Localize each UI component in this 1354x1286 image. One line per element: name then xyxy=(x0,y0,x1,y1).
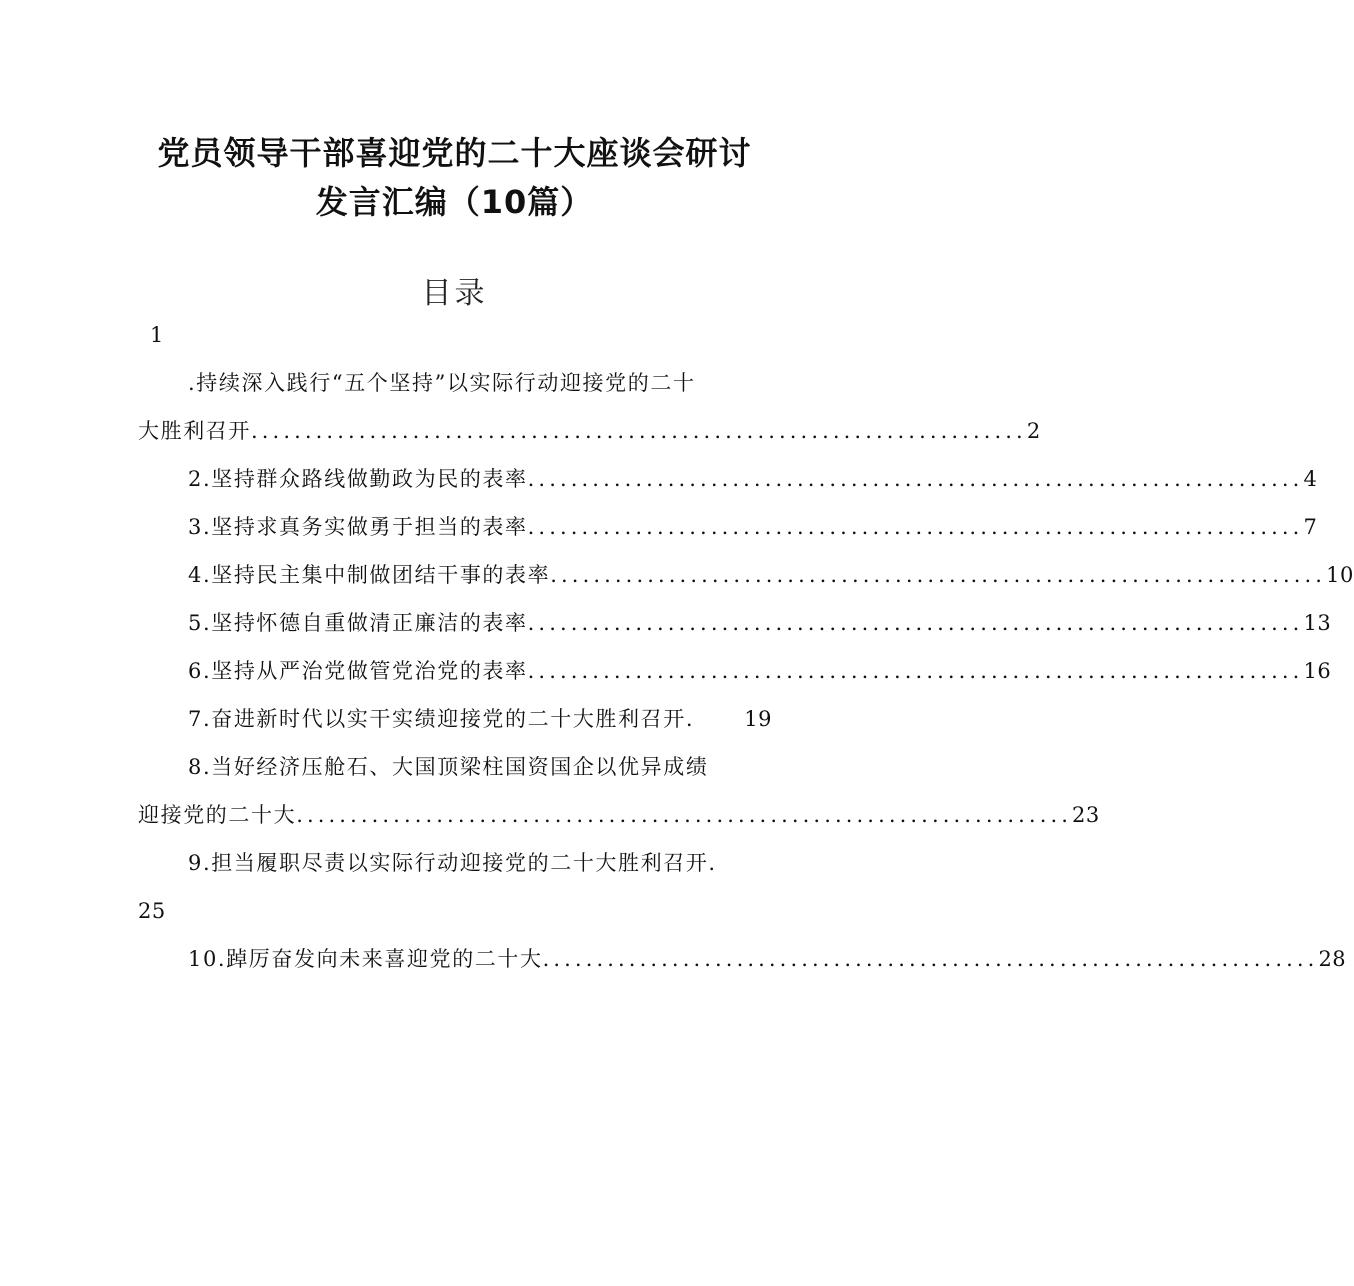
toc-leader-dots: ........................................................................ xyxy=(542,947,1319,971)
document-title-line-2: 发言汇编（10篇） xyxy=(315,183,594,221)
toc-item-8-page: 23 xyxy=(1072,803,1100,827)
toc-leader-dots: ........................................................................ xyxy=(550,563,1327,587)
toc-item-4[interactable] xyxy=(188,560,1354,590)
toc-leader-dots: ........................................................................ xyxy=(527,611,1304,635)
toc-leader-dots: ........................................................................ xyxy=(251,419,1027,443)
toc-item-10[interactable] xyxy=(188,944,1347,974)
toc-item-10-title: 10.踔厉奋发向未来喜迎党的二十大 xyxy=(188,947,543,971)
toc-item-title: 4.坚持民主集中制做团结干事的表率 xyxy=(188,563,551,587)
toc-item-6[interactable] xyxy=(188,656,1332,686)
document-title-line-1: 党员领导干部喜迎党的二十大座谈会研讨 xyxy=(157,134,752,172)
toc-item-page: 10 xyxy=(1326,563,1354,587)
toc-item-title: 6.坚持从严治党做管党治党的表率 xyxy=(188,659,528,683)
toc-item-1-entry[interactable] xyxy=(138,416,1041,446)
toc-item-1-title-line-2: 大胜利召开 xyxy=(138,419,251,443)
toc-item-5[interactable] xyxy=(188,608,1332,638)
toc-leader-dots: ........................................................................ xyxy=(527,467,1304,491)
toc-item-page: 4 xyxy=(1303,467,1318,491)
toc-item-title: 2.坚持群众路线做勤政为民的表率 xyxy=(188,467,528,491)
toc-item-1-number: 1 xyxy=(150,323,165,347)
toc-item-page: 13 xyxy=(1303,611,1332,635)
toc-item-3[interactable] xyxy=(188,512,1318,542)
toc-item-7-page: 19 xyxy=(744,707,772,731)
toc-item-9-title: 9.担当履职尽责以实际行动迎接党的二十大胜利召开. xyxy=(188,851,717,875)
toc-item-8-title-line-2: 迎接党的二十大 xyxy=(138,803,297,827)
toc-item-1-page: 2 xyxy=(1026,419,1041,443)
toc-item-8-entry[interactable] xyxy=(138,800,1100,830)
toc-item-9-page: 25 xyxy=(138,899,166,923)
toc-item-7-title: 7.奋进新时代以实干实绩迎接党的二十大胜利召开. xyxy=(188,707,695,731)
toc-item-page: 7 xyxy=(1303,515,1318,539)
toc-leader-dots: ........................................................................ xyxy=(296,803,1073,827)
toc-item-2[interactable] xyxy=(188,464,1318,494)
toc-leader-dots: ........................................................................ xyxy=(527,515,1304,539)
toc-item-title: 5.坚持怀德自重做清正廉洁的表率 xyxy=(188,611,528,635)
toc-item-1-title-line-1: .持续深入践行“五个坚持”以实际行动迎接党的二十 xyxy=(188,371,696,395)
toc-item-10-page: 28 xyxy=(1318,947,1347,971)
toc-item-7[interactable] xyxy=(188,704,772,734)
toc-item-page: 16 xyxy=(1303,659,1332,683)
toc-leader-dots: ........................................................................ xyxy=(527,659,1304,683)
toc-item-title: 3.坚持求真务实做勇于担当的表率 xyxy=(188,515,528,539)
toc-item-8-title-line-1: 8.当好经济压舱石、大国顶梁柱国资国企以优异成绩 xyxy=(188,755,709,779)
toc-heading: 目录 xyxy=(421,276,488,311)
